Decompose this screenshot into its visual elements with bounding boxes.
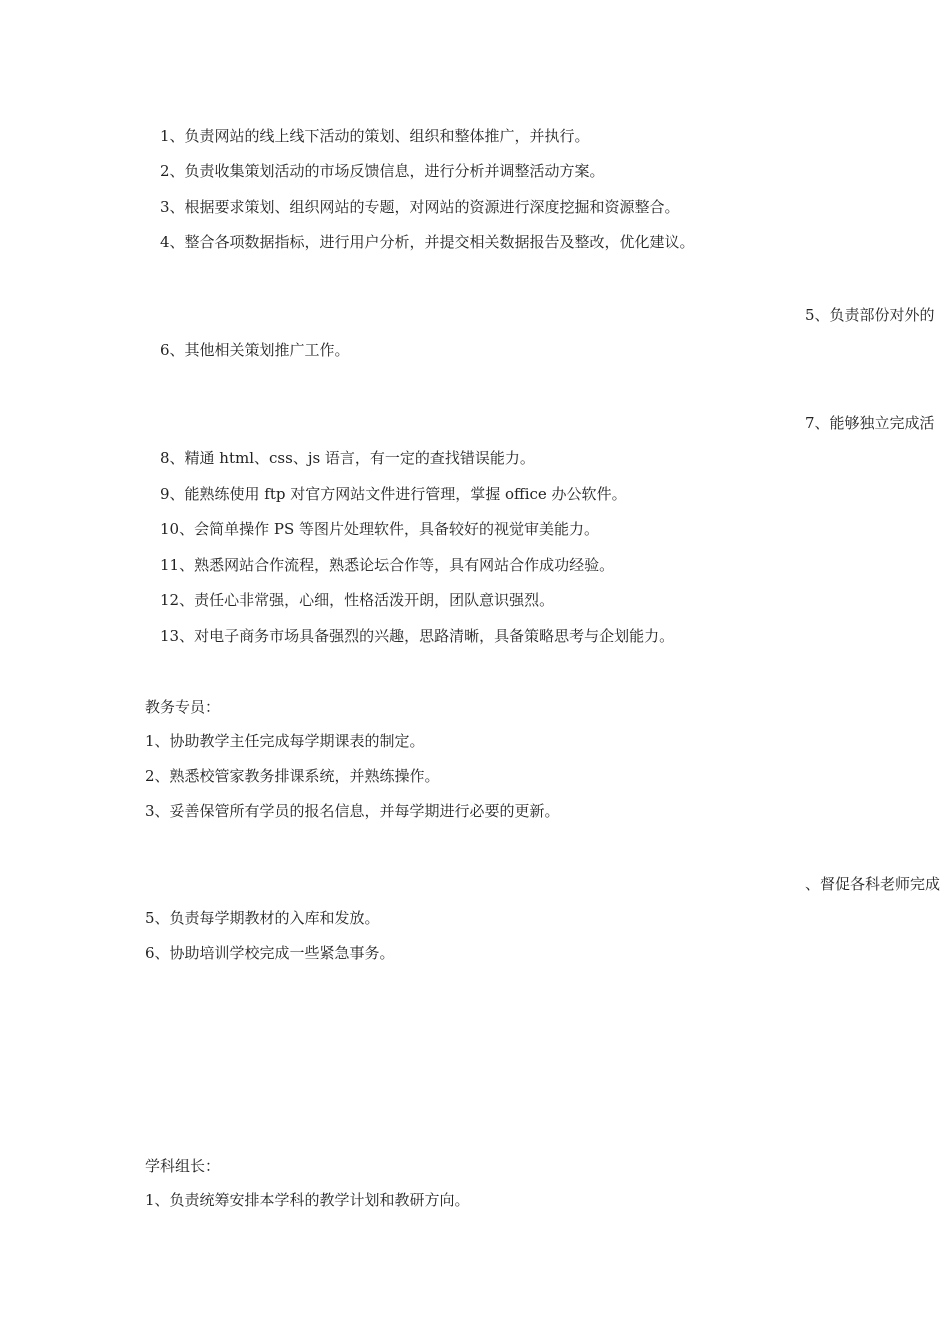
list-item: 4、整合各项数据指标，进行用户分析，并提交相关数据报告及整改，优化建议。 bbox=[160, 233, 695, 251]
list-item: 9、能熟练使用 ftp 对官方网站文件进行管理，掌握 office 办公软件。 bbox=[160, 485, 627, 503]
list-item: 6、其他相关策划推广工作。 bbox=[160, 341, 350, 359]
list-item-offset: 5、负责部份对外的 bbox=[805, 306, 935, 324]
list-item: 1、负责网站的线上线下活动的策划、组织和整体推广，并执行。 bbox=[160, 127, 590, 145]
list-item: 2、熟悉校管家教务排课系统，并熟练操作。 bbox=[145, 767, 440, 785]
section-heading: 学科组长： bbox=[145, 1157, 221, 1175]
section-heading: 教务专员： bbox=[145, 698, 221, 716]
list-item: 6、协助培训学校完成一些紧急事务。 bbox=[145, 944, 395, 962]
list-item: 10、会简单操作 PS 等图片处理软件，具备较好的视觉审美能力。 bbox=[160, 520, 599, 538]
list-item-offset: 、督促各科老师完成 bbox=[805, 875, 941, 893]
list-item-offset: 7、能够独立完成活 bbox=[805, 414, 935, 432]
list-item: 11、熟悉网站合作流程，熟悉论坛合作等，具有网站合作成功经验。 bbox=[160, 556, 615, 574]
list-item: 8、精通 html、css、js 语言，有一定的查找错误能力。 bbox=[160, 449, 535, 467]
list-item: 3、妥善保管所有学员的报名信息，并每学期进行必要的更新。 bbox=[145, 802, 560, 820]
list-item: 12、责任心非常强，心细，性格活泼开朗，团队意识强烈。 bbox=[160, 591, 555, 609]
list-item: 3、根据要求策划、组织网站的专题，对网站的资源进行深度挖掘和资源整合。 bbox=[160, 198, 680, 216]
list-item: 13、对电子商务市场具备强烈的兴趣，思路清晰，具备策略思考与企划能力。 bbox=[160, 627, 675, 645]
list-item: 1、协助教学主任完成每学期课表的制定。 bbox=[145, 732, 425, 750]
list-item: 5、负责每学期教材的入库和发放。 bbox=[145, 909, 380, 927]
list-item: 2、负责收集策划活动的市场反馈信息，进行分析并调整活动方案。 bbox=[160, 162, 605, 180]
list-item: 1、负责统筹安排本学科的教学计划和教研方向。 bbox=[145, 1191, 470, 1209]
